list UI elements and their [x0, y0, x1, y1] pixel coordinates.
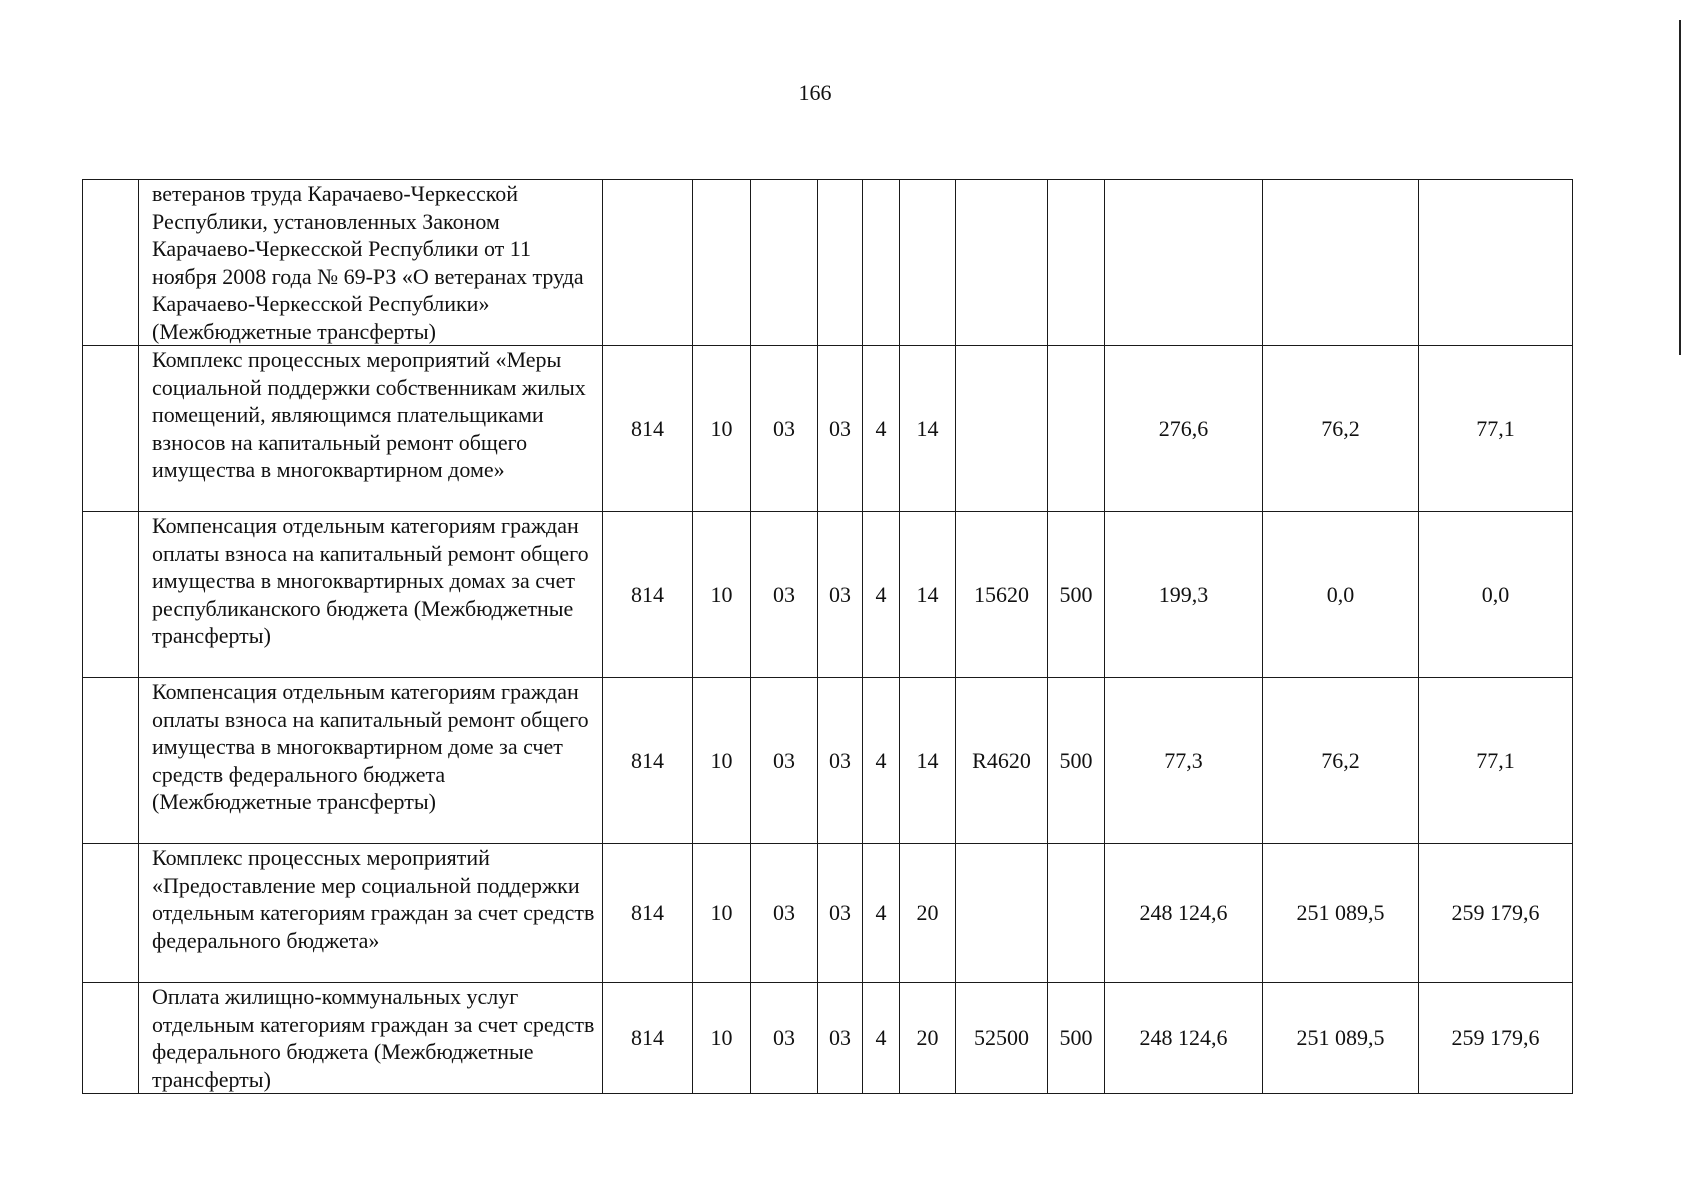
type-code-cell: 4: [863, 512, 900, 678]
subprogram-code-cell: 14: [900, 512, 956, 678]
expense-type-cell: [1048, 180, 1105, 346]
subprogram-code-cell: 20: [900, 844, 956, 983]
amount-year3-cell: 0,0: [1419, 512, 1573, 678]
section-code-cell: 10: [693, 983, 751, 1094]
table-row: [83, 678, 1573, 844]
subsection-code-cell: 03: [751, 678, 818, 844]
direction-code-cell: 15620: [956, 512, 1048, 678]
amount-year3-cell: 259 179,6: [1419, 844, 1573, 983]
subsection-code-cell: 03: [751, 983, 818, 1094]
amount-year3-cell: [1419, 180, 1573, 346]
expense-type-cell: 500: [1048, 983, 1105, 1094]
page-number: 166: [798, 80, 832, 105]
ministry-code-cell: 814: [603, 983, 693, 1094]
table-row: [83, 346, 1573, 512]
amount-year3-cell: 77,1: [1419, 346, 1573, 512]
section-code-cell: 10: [693, 512, 751, 678]
section-code-cell: 10: [693, 346, 751, 512]
amount-year1-cell: [1105, 180, 1263, 346]
ministry-code-cell: 814: [603, 346, 693, 512]
budget-table: [82, 179, 1573, 1094]
amount-year3-cell: 259 179,6: [1419, 983, 1573, 1094]
amount-year2-cell: 0,0: [1263, 512, 1419, 678]
expense-type-cell: 500: [1048, 512, 1105, 678]
program-code-cell: 03: [818, 844, 863, 983]
row-index-cell: [83, 678, 139, 844]
subsection-code-cell: [751, 180, 818, 346]
direction-code-cell: [956, 844, 1048, 983]
subprogram-code-cell: 14: [900, 678, 956, 844]
amount-year2-cell: 251 089,5: [1263, 844, 1419, 983]
subprogram-code-cell: [900, 180, 956, 346]
subsection-code-cell: 03: [751, 346, 818, 512]
ministry-code-cell: 814: [603, 678, 693, 844]
ministry-code-cell: 814: [603, 844, 693, 983]
program-code-cell: 03: [818, 512, 863, 678]
description-cell: ветеранов труда Карачаево-Черкесской Республики, установленных Законом Карачаево-Черкесской Республики от 11 ноября 2008 года № 69-РЗ «О ветеранах труда Карачаево-Черкесской Республики» (Межбюджетные трансферты): [139, 180, 603, 346]
section-code-cell: 10: [693, 844, 751, 983]
type-code-cell: 4: [863, 844, 900, 983]
amount-year3-cell: 77,1: [1419, 678, 1573, 844]
description-cell: Комплекс процессных мероприятий «Меры социальной поддержки собственникам жилых помещений, являющимся плательщиками взносов на капитальный ремонт общего имущества в многоквартирном доме»: [139, 346, 603, 512]
type-code-cell: [863, 180, 900, 346]
program-code-cell: 03: [818, 346, 863, 512]
direction-code-cell: [956, 346, 1048, 512]
program-code-cell: 03: [818, 678, 863, 844]
subsection-code-cell: 03: [751, 512, 818, 678]
direction-code-cell: [956, 180, 1048, 346]
subsection-code-cell: 03: [751, 844, 818, 983]
program-code-cell: 03: [818, 983, 863, 1094]
type-code-cell: 4: [863, 983, 900, 1094]
row-index-cell: [83, 512, 139, 678]
direction-code-cell: R4620: [956, 678, 1048, 844]
expense-type-cell: [1048, 346, 1105, 512]
table-row: [83, 844, 1573, 983]
description-cell: Компенсация отдельным категориям граждан оплаты взноса на капитальный ремонт общего имущества в многоквартирном доме за счет средств федерального бюджета (Межбюджетные трансферты): [139, 678, 603, 844]
subprogram-code-cell: 14: [900, 346, 956, 512]
amount-year1-cell: 276,6: [1105, 346, 1263, 512]
section-code-cell: 10: [693, 678, 751, 844]
amount-year1-cell: 248 124,6: [1105, 983, 1263, 1094]
program-code-cell: [818, 180, 863, 346]
amount-year1-cell: 248 124,6: [1105, 844, 1263, 983]
description-cell: Комплекс процессных мероприятий «Предоставление мер социальной поддержки отдельным категориям граждан за счет средств федерального бюджета»: [139, 844, 603, 983]
amount-year2-cell: 76,2: [1263, 678, 1419, 844]
amount-year1-cell: 77,3: [1105, 678, 1263, 844]
row-index-cell: [83, 844, 139, 983]
amount-year1-cell: 199,3: [1105, 512, 1263, 678]
direction-code-cell: 52500: [956, 983, 1048, 1094]
expense-type-cell: [1048, 844, 1105, 983]
amount-year2-cell: 76,2: [1263, 346, 1419, 512]
table-row: [83, 512, 1573, 678]
expense-type-cell: 500: [1048, 678, 1105, 844]
description-cell: Компенсация отдельным категориям граждан оплаты взноса на капитальный ремонт общего имущества в многоквартирных домах за счет республиканского бюджета (Межбюджетные трансферты): [139, 512, 603, 678]
row-index-cell: [83, 983, 139, 1094]
description-cell: Оплата жилищно-коммунальных услуг отдельным категориям граждан за счет средств федерального бюджета (Межбюджетные трансферты): [139, 983, 603, 1094]
table-row: [83, 983, 1573, 1094]
type-code-cell: 4: [863, 346, 900, 512]
section-code-cell: [693, 180, 751, 346]
amount-year2-cell: 251 089,5: [1263, 983, 1419, 1094]
ministry-code-cell: 814: [603, 512, 693, 678]
type-code-cell: 4: [863, 678, 900, 844]
scan-edge-mark: [1679, 20, 1681, 355]
row-index-cell: [83, 180, 139, 346]
row-index-cell: [83, 346, 139, 512]
subprogram-code-cell: 20: [900, 983, 956, 1094]
amount-year2-cell: [1263, 180, 1419, 346]
table-row: [83, 180, 1573, 346]
ministry-code-cell: [603, 180, 693, 346]
